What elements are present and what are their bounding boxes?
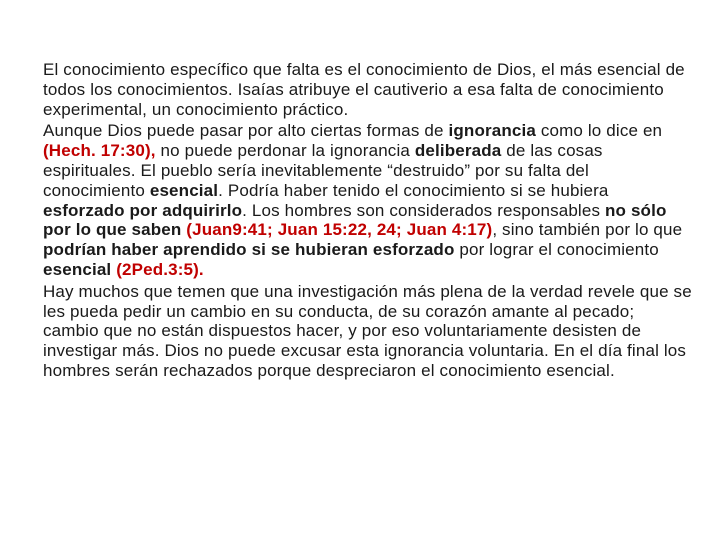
bold-text: podrían haber aprendido si se hubieran esforzado [43,240,455,260]
bold-text: no sólo por lo que saben [43,200,667,240]
text-segment: Aunque Dios puede pasar por alto ciertas formas de [43,121,449,141]
bold-text: esencial [149,180,219,200]
text-segment: no puede perdonar la ignorancia [155,141,415,161]
text-segment: Hay muchos que temen que una investigación más plena de la verdad revele que se les pueda pedir un cambio en su conducta, de su corazón amante al pecado; cambio que no están dispuestos hacer, y por eso voluntariamente desisten de investigar más. Dios no puede excusar esta ignorancia voluntaria. En el día final los hombres serán rechazados porque despreciaron el conocimiento esencial. [43,281,692,380]
bible-reference: (Hech. 17:30), [43,141,156,161]
text-segment: como lo dice en [535,121,663,141]
text-segment: . Podría haber tenido el conocimiento si se hubiera [218,180,609,200]
bible-reference: (Juan9:41; Juan 15:22, 24; Juan 4:17) [186,220,493,240]
bold-text: esforzado por adquirirlo [43,200,243,220]
slide-body-text [43,60,693,383]
text-segment: por lograr el conocimiento [454,240,659,260]
bible-reference: (2Ped.3:5). [116,259,204,279]
bold-text: ignorancia [448,121,536,141]
paragraph-2 [43,121,693,279]
text-segment: de las cosas espirituales. El pueblo sería inevitablemente “destruido” por su falta del conocimiento [43,141,603,200]
text-segment: . Los hombres son considerados responsables [242,200,605,220]
text-segment: , sino también por lo que [492,220,683,240]
bold-text: deliberada [414,141,502,161]
bold-text: esencial [43,259,112,279]
paragraph-1 [43,60,693,119]
text-segment: El conocimiento específico que falta es el conocimiento de Dios, el más esencial de todos los conocimientos. Isaías atribuye el cautiverio a esa falta de conocimiento experimental, un conocimiento práctico. [43,60,685,119]
paragraph-3 [43,282,693,381]
